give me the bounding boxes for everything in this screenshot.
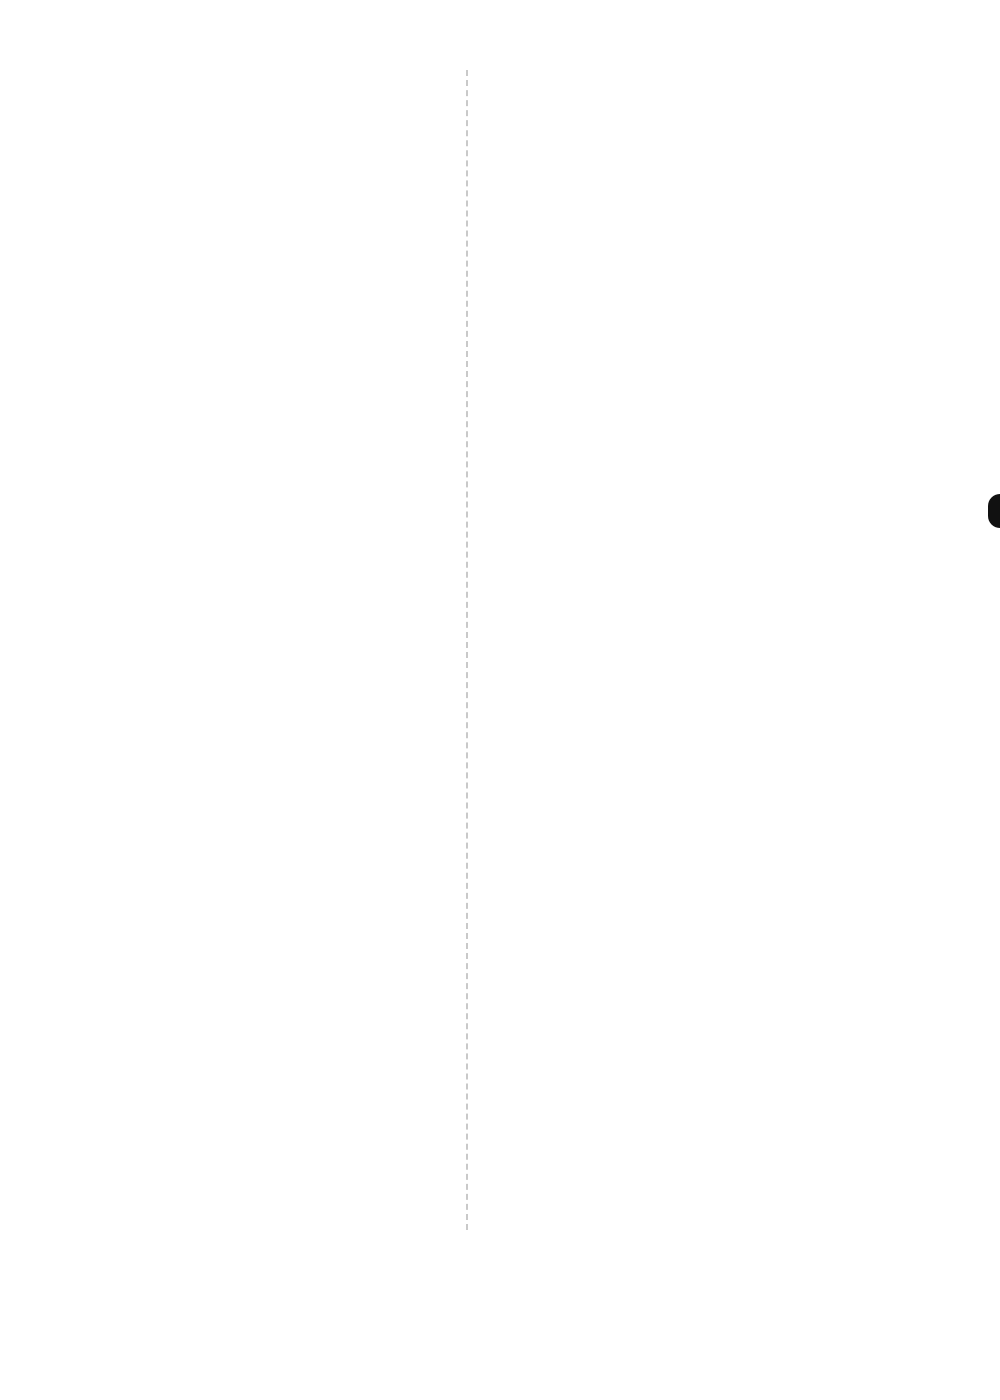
- watermark-logo: [798, 1320, 978, 1390]
- edge-mark: [988, 494, 1000, 528]
- column-divider: [466, 70, 468, 1230]
